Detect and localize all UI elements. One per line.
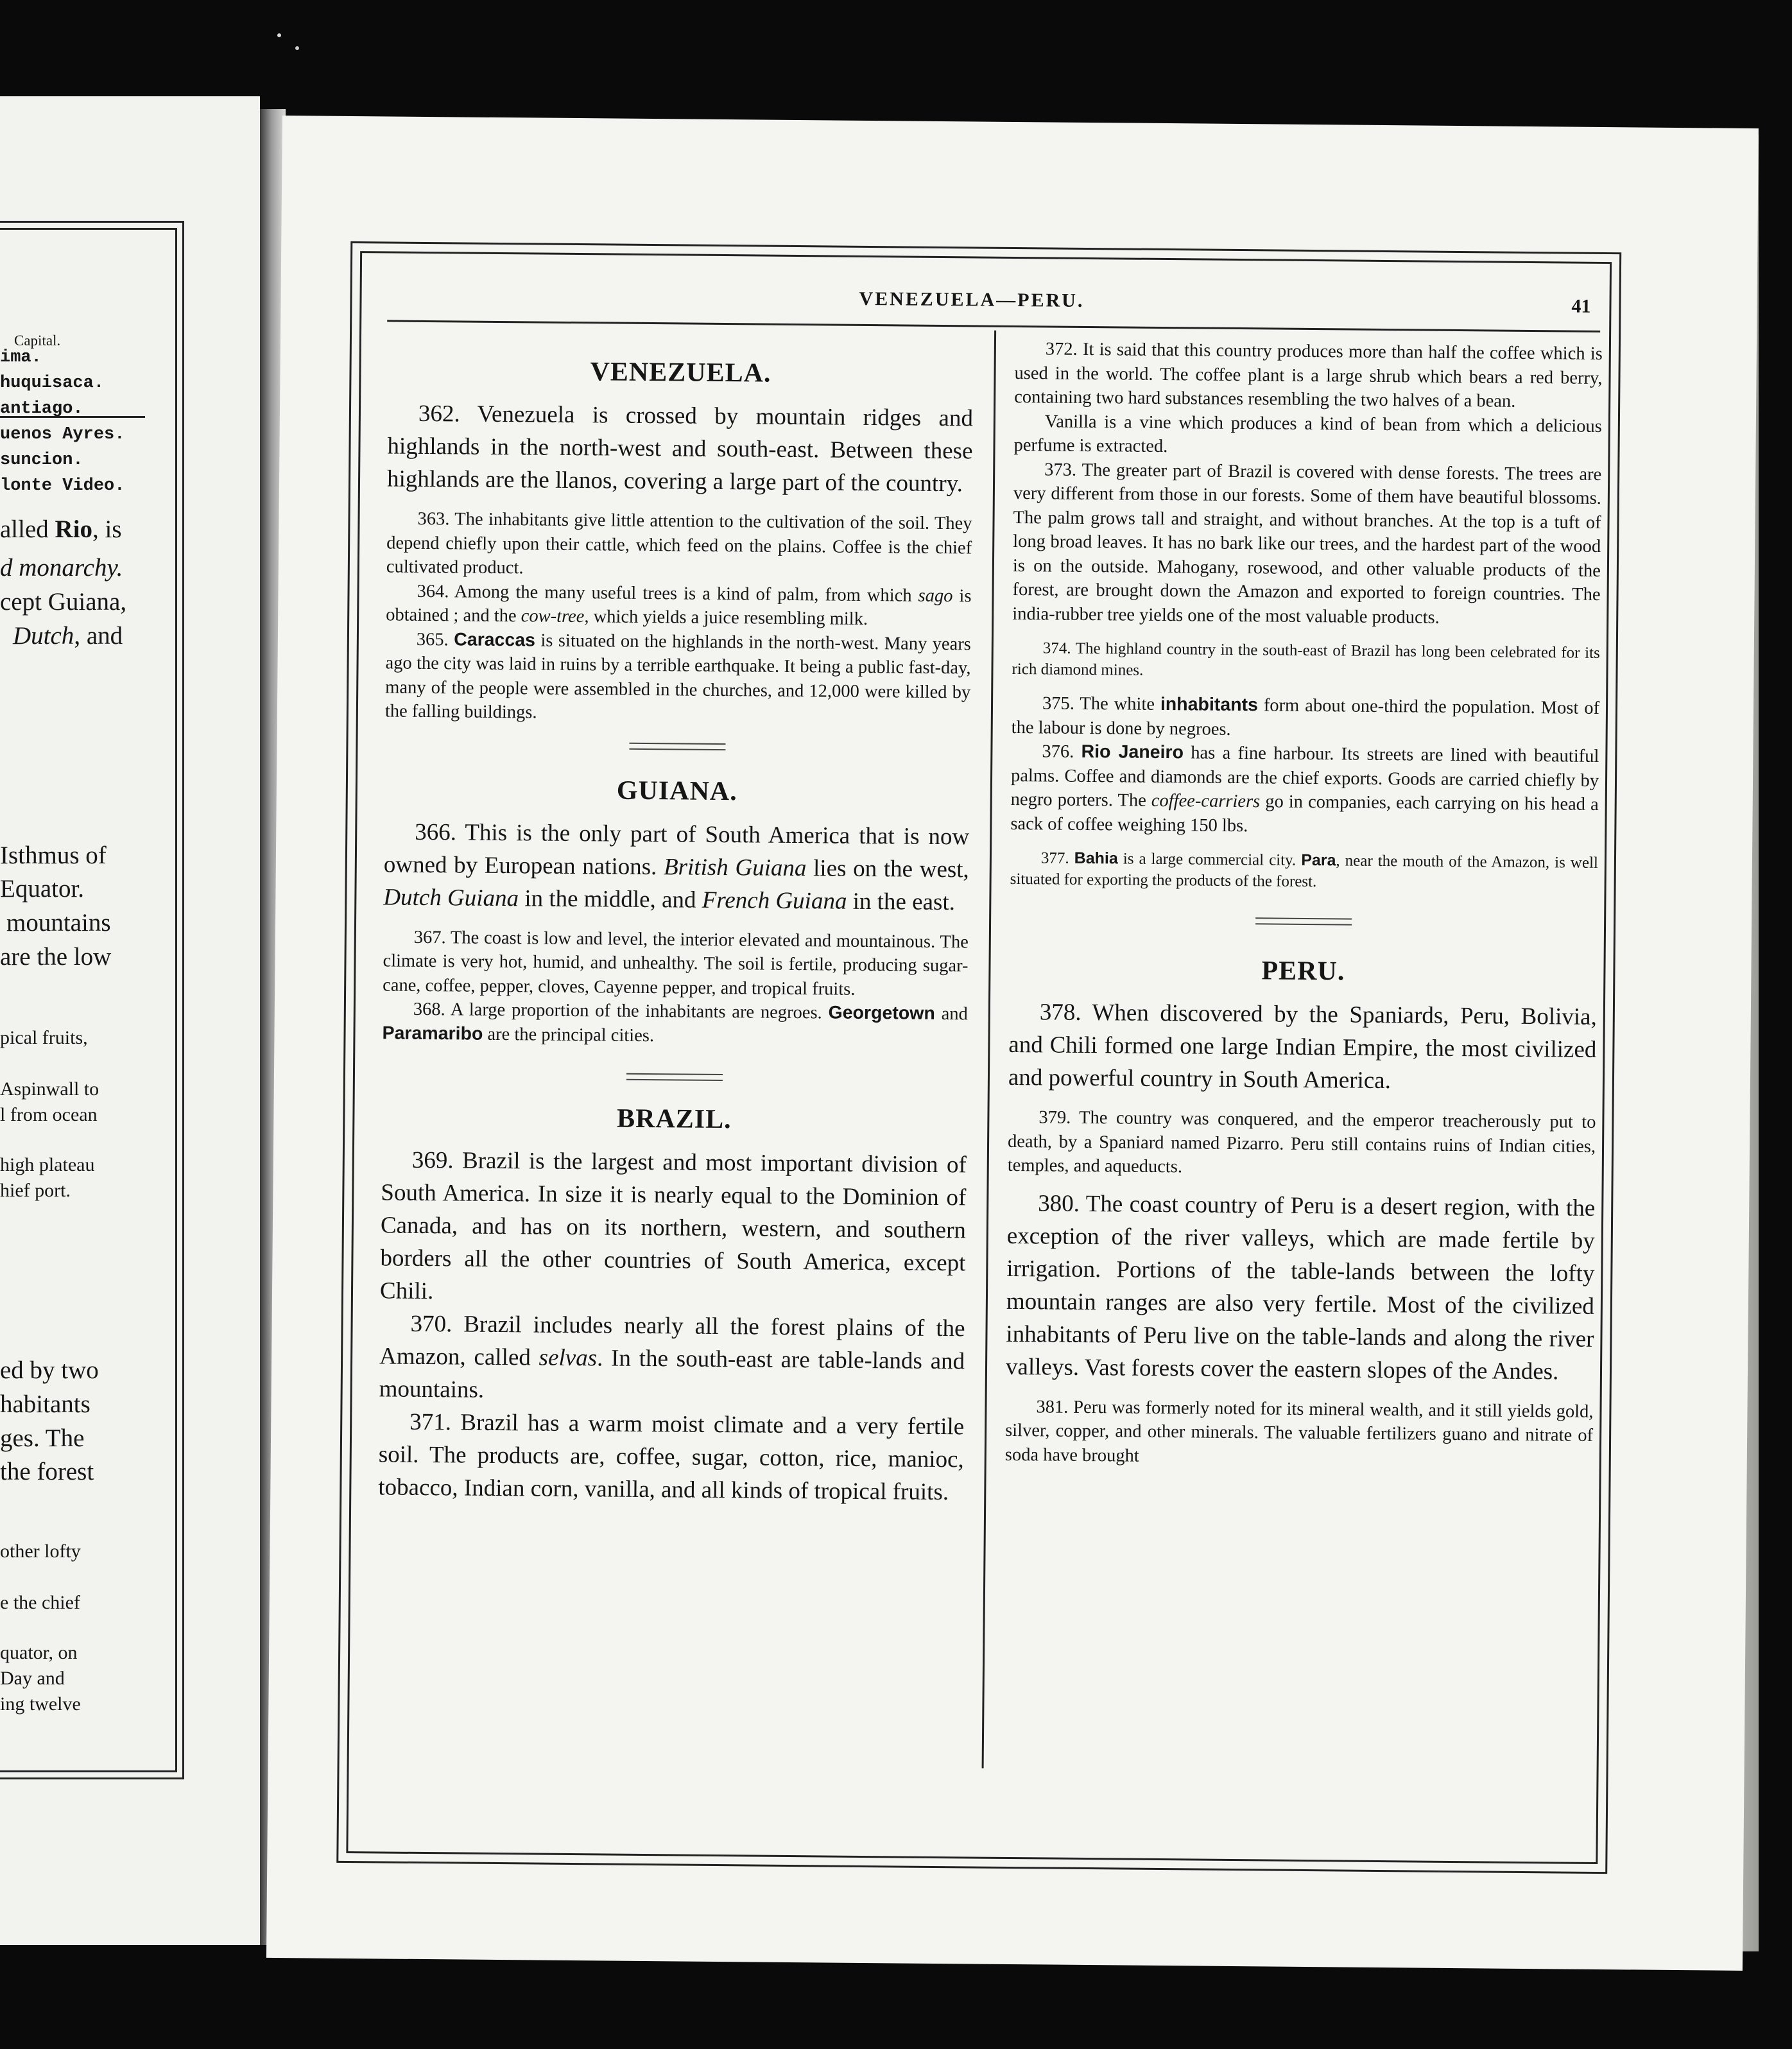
paragraph-370: 370. Brazil includes nearly all the forest plains of the Amazon, called selvas. In the south-east are table-lands and mountains.: [379, 1310, 965, 1403]
left-text-fragment: l from ocean: [0, 1104, 98, 1125]
paragraph-377: 377. Bahia is a large commercial city. Para, near the mouth of the Amazon, is well situated for exporting the products of the forest.: [1010, 849, 1599, 891]
left-text-fragment: Day and: [0, 1668, 65, 1689]
paragraph-366: 366. This is the only part of South America that is now owned by European nations. British Guiana lies on the west, Dutch Guiana in the middle, and French Guiana in the east.: [383, 818, 970, 915]
left-text-fragment: ed by two: [0, 1356, 99, 1384]
paragraph-368: 368. A large proportion of the inhabitants are negroes. Georgetown and Paramaribo are the principal cities.: [382, 999, 968, 1046]
page-41: [266, 116, 1759, 1971]
left-text-fragment: ges. The: [0, 1424, 85, 1452]
capital-item: antiago.: [0, 399, 83, 419]
paragraph-378: 378. When discovered by the Spaniards, Peru, Bolivia, and Chili formed one large Indian Empire, the most civilized and powerful country in South America.: [1008, 999, 1598, 1094]
page-outer-frame: [336, 241, 1621, 1874]
paragraph-381: 381. Peru was formerly noted for its mineral wealth, and it still yields gold, silver, copper, and other minerals. The valuable fertilizers guano and nitrate of soda have brought: [1004, 1396, 1594, 1466]
capital-item: huquisaca.: [0, 374, 105, 393]
right-column: [1005, 337, 1603, 1472]
paragraph-374: 374. The highland country in the south-east of Brazil has long been celebrated for its rich diamond mines.: [1012, 639, 1600, 679]
paragraph-372-vanilla: Vanilla is a vine which produces a kind of bean from which a delicious perfume is extracted.: [1013, 411, 1602, 457]
scan-speck: [277, 33, 281, 37]
paragraph-367: 367. The coast is low and level, the interior elevated and mountainous. The climate is very hot, humid, and unhealthy. The soil is fertile, producing sugar-cane, coffee, pepper, cloves, Cayenne pepper, and tropical fruits.: [383, 927, 969, 999]
paragraph-362: 362. Venezuela is crossed by mountain ridges and highlands in the north-west and south-east. Between these highlands are the llanos, covering a large part of the country.: [386, 400, 974, 497]
paragraph-363: 363. The inhabitants give little attention to the cultivation of the soil. They depend chiefly upon their cattle, which feed on the plains. Coffee is the chief cultivated product.: [386, 508, 972, 578]
paragraph-372: 372. It is said that this country produces more than half the coffee which is used in the world. The coffee plant is a large shrub which bears a red berry, containing two hard substances resembling the two halves of a bean.: [1014, 339, 1603, 411]
paragraph-373: 373. The greater part of Brazil is covered with dense forests. The trees are very different from those in our forests. Some of them have beautiful blossoms. The palm grows tall and straight, and without branches. At the top is a tuft of long broad leaves. It has no bark like our trees, and the hardest part of the wood is on the outside. Mahogany, rosewood, and other valuable products of the forest, are brought down the Amazon and exported to foreign countries. The india-rubber tree yields one of the most valuable products.: [1012, 459, 1602, 628]
capital-item: suncion.: [0, 451, 83, 470]
left-text-fragment: ing twelve: [0, 1693, 81, 1715]
left-text-fragment: Isthmus of: [0, 842, 107, 869]
left-text-fragment: are the low: [0, 943, 112, 971]
section-separator: [1255, 917, 1352, 925]
left-text-fragment: Aspinwall to: [0, 1078, 99, 1100]
capital-column-header: Capital.: [14, 333, 61, 349]
left-text-fragment: quator, on: [0, 1642, 78, 1663]
left-text-fragment: pical fruits,: [0, 1027, 88, 1048]
paragraph-380: 380. The coast country of Peru is a desert region, with the exception of the river valleys, which are made fertile by irrigation. Portions of the table-lands between the lofty mountain ranges are also very fertile. Most of the civilized inhabitants of Peru live on the table-lands and along the river valleys. Vast forests cover the eastern slopes of the Andes.: [1005, 1189, 1596, 1385]
running-head: VENEZUELA—PERU.: [859, 288, 1085, 311]
column-divider: [982, 331, 997, 1768]
section-heading-peru: PERU.: [1261, 956, 1345, 987]
scan-speck: [295, 46, 299, 50]
left-text-fragment: habitants: [0, 1390, 90, 1418]
page-inner-frame: [346, 251, 1612, 1864]
section-heading-guiana: GUIANA.: [616, 775, 737, 806]
capital-item: ima.: [0, 348, 42, 367]
previous-page: [0, 96, 260, 1945]
section-heading-brazil: BRAZIL.: [616, 1103, 732, 1135]
left-text-fragment: the forest: [0, 1458, 94, 1485]
paragraph-376: 376. Rio Janeiro has a fine harbour. Its streets are lined with beautiful palms. Coffee and diamonds are the chief exports. Goods are carried chiefly by negro porters. The coffee-carriers go in companies, each carrying on his head a sack of coffee weighing 150 lbs.: [1010, 741, 1599, 836]
left-text-fragment: high plateau: [0, 1154, 95, 1175]
left-text-fragment: mountains: [6, 909, 111, 937]
paragraph-365: 365. Caraccas is situated on the highlands in the north-west. Many years ago the city was laid in ruins by a terrible earthquake. It being a public fast-day, many of the people were assembled in the churches, and 12,000 were killed by the falling buildings.: [384, 628, 971, 723]
capital-item: lonte Video.: [0, 476, 125, 496]
left-text-fragment: other lofty: [0, 1541, 81, 1562]
paragraph-371: 371. Brazil has a warm moist climate and a very fertile soil. The products are, coffee, sugar, cotton, rice, manioc, tobacco, Indian corn, vanilla, and all kinds of tropical fruits.: [378, 1408, 965, 1506]
left-text-fragment: alled Rio, is: [0, 515, 122, 543]
left-text-fragment: Dutch, and: [13, 622, 123, 650]
left-text-fragment: hief port.: [0, 1180, 71, 1201]
left-text-fragment: e the chief: [0, 1592, 80, 1613]
section-separator: [626, 1073, 723, 1081]
paragraph-379: 379. The country was conquered, and the emperor treacherously put to death, by a Spaniard named Pizarro. Peru still contains ruins of Indian cities, temples, and aqueducts.: [1007, 1107, 1596, 1177]
left-text-fragment: d monarchy.: [0, 554, 123, 582]
left-text-fragment: cept Guiana,: [0, 588, 127, 616]
paragraph-369: 369. Brazil is the largest and most important division of South America. In size it is nearly equal to the Dominion of Canada, and has on its northern, western, and southern borders all the other countries of South America, except Chili.: [379, 1146, 967, 1305]
left-column: [378, 331, 974, 1509]
paragraph-364: 364. Among the many useful trees is a kind of palm, from which sago is obtained ; and the cow-tree, which yields a juice resembling milk.: [386, 581, 972, 629]
paragraph-375: 375. The white inhabitants form about one-third the population. Most of the labour is done by negroes.: [1011, 693, 1600, 739]
section-heading-venezuela: VENEZUELA.: [590, 357, 771, 388]
page-number: 41: [1571, 295, 1591, 317]
section-separator: [629, 742, 725, 750]
capital-item: uenos Ayres.: [0, 425, 125, 444]
left-text-fragment: Equator.: [0, 875, 85, 903]
